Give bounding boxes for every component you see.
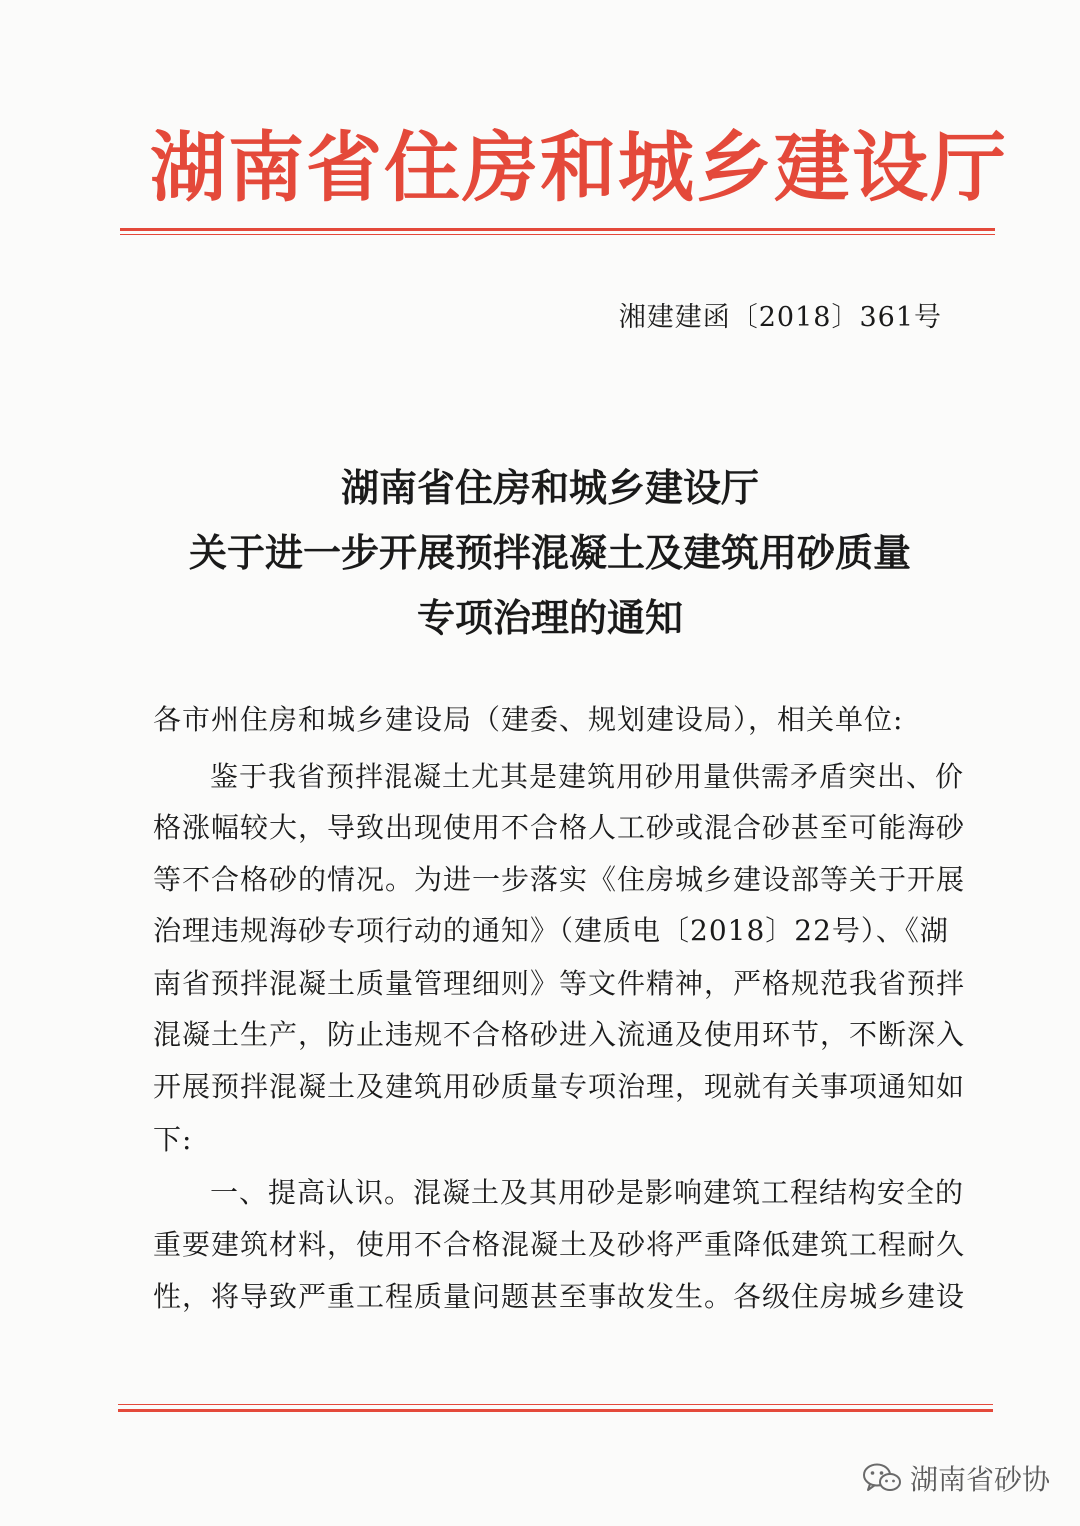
salutation-line: 各市州住房和城乡建设局（建委、规划建设局），相关单位:: [153, 703, 904, 736]
body-text-line: 重要建筑材料，使用不合格混凝土及砂将严重降低建筑工程耐久: [153, 1228, 966, 1261]
body-text-line: 性，将导致严重工程质量问题甚至事故发生。各级住房城乡建设: [153, 1280, 966, 1313]
body-text-line: 一、提高认识。混凝土及其用砂是影响建筑工程结构安全的: [210, 1176, 965, 1209]
letterhead-rule-thick: [120, 228, 995, 231]
letterhead-rule-thin: [120, 234, 995, 235]
body-text-line: 鉴于我省预拌混凝土尤其是建筑用砂用量供需矛盾突出、价: [210, 760, 965, 793]
body-text-line: 治理违规海砂专项行动的通知》（建质电〔2018〕22号）、《湖: [153, 914, 949, 947]
footer-rule-thick: [118, 1409, 993, 1412]
body-text-line: 下:: [153, 1123, 193, 1156]
wechat-icon: [862, 1462, 902, 1494]
letterhead-title: 湖南省住房和城乡建设厅: [150, 123, 1008, 212]
body-text-line: 格涨幅较大，导致出现使用不合格人工砂或混合砂甚至可能海砂: [153, 811, 966, 844]
footer-rule-thin: [118, 1404, 993, 1405]
body-text-line: 开展预拌混凝土及建筑用砂质量专项治理，现就有关事项通知如: [153, 1070, 966, 1103]
body-text-line: 混凝土生产，防止违规不合格砂进入流通及使用环节，不断深入: [153, 1018, 966, 1051]
document-title-line-1: 湖南省住房和城乡建设厅: [340, 466, 759, 510]
document-title-line-3: 专项治理的通知: [416, 596, 683, 640]
body-text-line: 南省预拌混凝土质量管理细则》等文件精神，严格规范我省预拌: [153, 967, 966, 1000]
document-number: 湘建建函〔2018〕361号: [618, 302, 942, 333]
wechat-watermark: [862, 1458, 1050, 1498]
watermark-text: 湖南省砂协: [910, 1463, 1051, 1496]
document-title-line-2: 关于进一步开展预拌混凝土及建筑用砂质量: [188, 531, 911, 575]
body-text-line: 等不合格砂的情况。为进一步落实《住房城乡建设部等关于开展: [153, 863, 966, 896]
